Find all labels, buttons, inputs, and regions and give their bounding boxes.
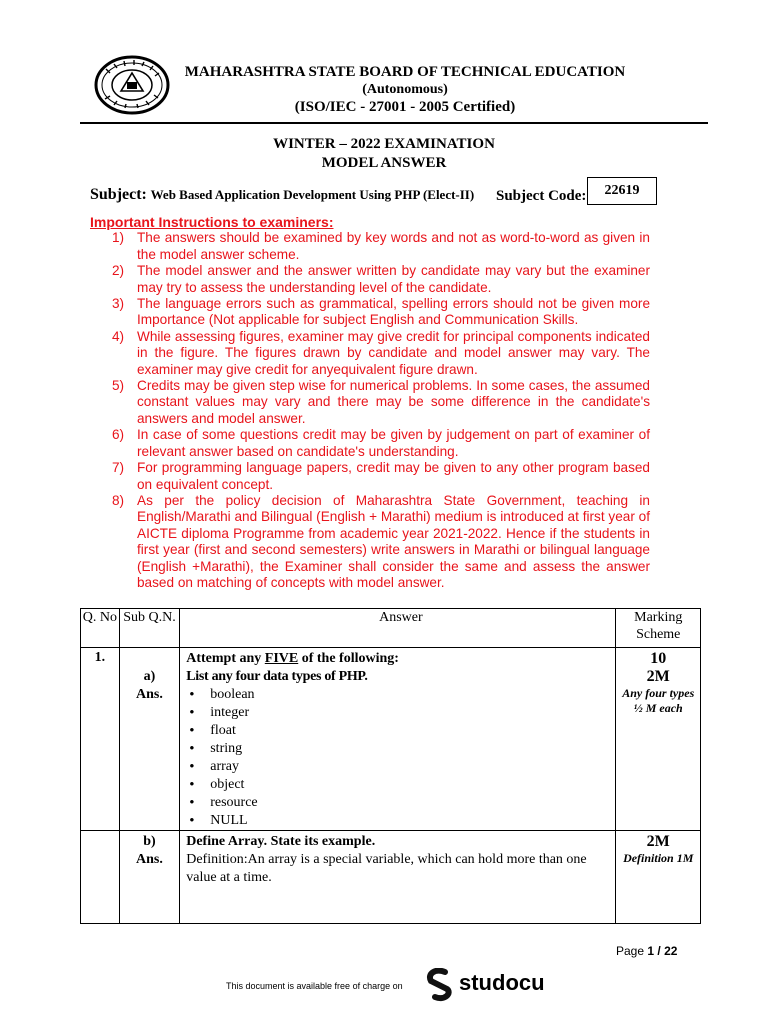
instruction-item (90, 378, 650, 427)
list-item: • float (186, 722, 615, 740)
answer-table (80, 608, 701, 924)
instruction-text: The model answer and the answer written by candidate may vary but the examiner may try to assess the understanding level of the candidate. (137, 263, 650, 295)
list-item: • NULL (186, 812, 615, 830)
instruction-number: 2) (112, 263, 125, 279)
sub-question-cell (119, 831, 180, 924)
list-item: • object (186, 776, 615, 794)
org-name: MAHARASHTRA STATE BOARD OF TECHNICAL EDUCATION (184, 64, 626, 80)
question-number: 1. (81, 648, 120, 831)
instruction-number: 8) (112, 492, 125, 508)
instructions-title: Important Instructions to examiners: (90, 214, 334, 230)
subject-value: Web Based Application Development Using PHP (Elect-II) (150, 187, 475, 202)
instruction-number: 6) (112, 427, 125, 443)
instructions-list (90, 230, 650, 591)
question-marks: 2M (646, 668, 670, 685)
sub-question-label: b) (143, 834, 156, 849)
instruction-number: 1) (112, 230, 125, 246)
instruction-emphasis: FIVE (264, 651, 299, 666)
instruction-text: Credits may be given step wise for numerical problems. In some cases, the assumed constant values may vary and there may be some difference in the candidate's answers and model answer. (137, 378, 650, 426)
answer-label: Ans. (136, 852, 163, 867)
answer-cell (180, 648, 616, 831)
page-current: 1 (647, 944, 655, 958)
question-marks: 2M (646, 833, 670, 850)
msbte-logo (94, 55, 170, 115)
header-marking: Marking Scheme (616, 609, 701, 648)
instruction-item (90, 296, 650, 329)
marking-cell (616, 831, 701, 924)
table-header-row (81, 609, 701, 648)
sub-question-cell (119, 648, 180, 831)
footer-note: This document is available free of charge on (226, 981, 403, 991)
studocu-logo-icon (425, 968, 455, 1002)
question-text: List any four data types of PHP. (186, 669, 368, 684)
instruction-item (90, 460, 650, 493)
subject-code-box: 22619 (587, 177, 657, 205)
total-marks: 10 (650, 650, 667, 667)
question-number (81, 831, 120, 924)
instruction-number: 4) (112, 328, 125, 344)
sub-question-label: a) (143, 669, 156, 684)
page-separator: / (654, 944, 665, 958)
marking-note: Any four types ½ M each (622, 686, 695, 715)
answer-cell (180, 831, 616, 924)
header-q-no: Q. No (81, 609, 120, 648)
header-sub-qn: Sub Q.N. (119, 609, 180, 648)
data-types-list (186, 686, 615, 830)
examiner-instructions (90, 214, 650, 591)
instruction-item (90, 493, 650, 591)
section-instruction (186, 650, 615, 668)
instruction-item (90, 230, 650, 263)
exam-title: WINTER – 2022 EXAMINATION (273, 136, 495, 152)
instruction-number: 5) (112, 378, 125, 394)
table-row (81, 831, 701, 924)
subject-label: Subject: (90, 186, 147, 203)
instruction-number: 3) (112, 296, 125, 312)
subject-code-label: Subject Code: (496, 188, 587, 204)
instruction-item (90, 427, 650, 460)
org-certification: (ISO/IEC - 27001 - 2005 Certified) (294, 99, 516, 115)
header-divider (80, 122, 708, 124)
instruction-text: In case of some questions credit may be given by judgement on part of examiner of relevant answer based on candidate's understanding. (137, 427, 650, 459)
answer-text: Definition:An array is a special variable, which can hold more than one value at a time. (186, 852, 587, 885)
marking-cell (616, 648, 701, 831)
instruction-text: The language errors such as grammatical, spelling errors should not be given more Importance (Not applicable for subject English and Communication Skills. (137, 296, 650, 328)
instruction-text: As per the policy decision of Maharashtra State Government, teaching in English/Marathi and Bilingual (English + Marathi) medium is introduced at first year of AICTE diploma Programme from academic year 2021-2022. Hence if the students in first year (first and second semesters) write answers in Marathi or bilingual language (English +Marathi), the Examiner shall consider the same and assess the answer based on matching of concepts with model answer. (137, 492, 650, 590)
instruction-item (90, 329, 650, 378)
question-text: Define Array. State its example. (186, 834, 376, 849)
answer-label: Ans. (136, 687, 163, 702)
list-item: • resource (186, 794, 615, 812)
page-prefix: Page (616, 944, 648, 958)
org-subtitle: (Autonomous) (362, 82, 448, 97)
marking-note: Definition 1M (623, 851, 694, 865)
page-total: 22 (664, 944, 678, 958)
exam-subtitle: MODEL ANSWER (321, 155, 447, 171)
list-item: • string (186, 740, 615, 758)
instruction-prefix: Attempt any (186, 651, 265, 666)
studocu-brand[interactable]: studocu (459, 970, 545, 995)
list-item: • array (186, 758, 615, 776)
instruction-text: For programming language papers, credit may be given to any other program based on equivalent concept. (137, 460, 650, 492)
list-item: • boolean (186, 686, 615, 704)
instruction-text: While assessing figures, examiner may give credit for principal components indicated in the figure. The figures drawn by candidate and model answer may vary. The examiner may give credit for anyequivalent figure drawn. (137, 328, 650, 377)
table-row (81, 648, 701, 831)
list-item: • integer (186, 704, 615, 722)
page-number (616, 944, 677, 958)
subject-line (90, 186, 474, 204)
header-answer: Answer (180, 609, 616, 648)
instruction-text: The answers should be examined by key words and not as word-to-word as given in the model answer scheme. (137, 230, 650, 262)
instruction-suffix: of the following: (298, 651, 399, 666)
instruction-item (90, 263, 650, 296)
instruction-number: 7) (112, 460, 125, 476)
